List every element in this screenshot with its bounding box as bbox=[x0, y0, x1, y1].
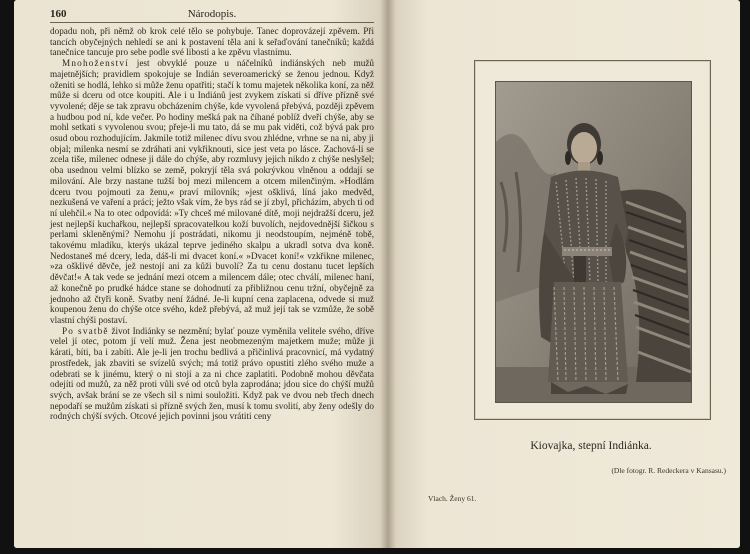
running-title: Národopis. bbox=[187, 8, 237, 20]
photo-credit: (Dle fotogr. R. Redeckera v Kansasu.) bbox=[611, 466, 726, 475]
book-spread bbox=[14, 0, 740, 548]
paragraph-intro: dopadu noh, při němž ob krok celé tělo se pohybuje. Tanec doprovázejí zpěvem. Při tancích obyčejných nehledí se ani k postavení těla ani k seřaďování tanečníků; každá tanečnice tancuje pro sebe podle své libosti a ke zpěvu vlastnímu. bbox=[50, 26, 374, 58]
photo-caption: Kiovajka, stepní Indiánka. bbox=[530, 440, 652, 452]
paragraph-lead: Po svatbě bbox=[62, 325, 109, 336]
paragraph-body: jest obvyklé pouze u náčelníků indiánských neb mužů majetnějších; pravidlem spokojuje se Indián severoamerický se ženou jednou. Když oženiti se hodlá, lehko si může ženu opatřiti; stačí k tomu majetek několika koní, za něž může si dceru od otce koupiti. Ale i u Indiánů jest zvykem získati si dříve přízně své vyvolené; děje se tak zpravu obcházením chýše, kde vyvolená přebývá, později zpěvem a hudbou pod ní, kde večer. Po hodiny mešká pak na číhané poblíž dveří chýše, aby se mohl setkati s vyvolenou svou; přeje-li mu tato, dá se mu pak viděti, což bývá pak pro osud obou rozhodujícím. Jakmile totiž milenec dívu svou zhlédne, vrhne se na ni, aby ji objal; milenka nesmí se zdráhati ani vykřiknouti, sice jest veta po lásce. Zachová-li se zcela tiše, milenec odnese ji dále do chýše, aby rozmluvy jejich nikdo z chýše neslyšel; oba usednou velmi blízko se země, pokryjí těla svá pokrývkou vlněnou a oddají se milování. Ale brzy nastane tužší boj mezi milencem a otcem milenčiným. »Hodlám dceru tvou pojmouti za ženu,« praví milovník; »jest ošklivá, líná jako medvěd, nezkušená ve vaření a práci; ježto však vím, že bys rád se jí zbyl, přicházím, abych ti od ní ulehčil.« Na to otec odpovídá: »Ty chceš mé milované dítě, moji nejdražší dceru, jež jest nejlepší kuchařkou, nejlepší spracovatelkou koží buvolích, nejdovednější šičkou s perlami skleněnými? Nemohu jí postrádati, nikomu ji neodstoupím, nejméně tobě, takovému mladíku, kterýs ukázal teprve jediného skalpu a ukradl sotva dva koně. Nedostaneš mé dcery, leda, dáš-li mi dvacet koní.« »Dvacet koní!« vzkřikne milenec, »za ošklivé děvče, jež nestojí ani za kůži buvolí? Za tu cenu dostanu tucet lepších děvčat!« A tak vede se jednání mezi otcem a milencem dále; otec chválí, milenec haní, až konečně po prudké hádce stane se dohodnutí za přibližnou cenu tržní, obyčejně za jednoho až čtyři koně. Svatby není žádné. Je-li kupní cena zaplacena, odvede si muž koupenou ženu do chýše otce svého, kdež přebývá, až muž její tak se vzmůže, že sobě vlastní chýši postaví. bbox=[50, 58, 374, 325]
portrait-photo bbox=[495, 81, 692, 403]
running-head bbox=[50, 8, 374, 22]
header-rule bbox=[50, 22, 374, 23]
left-page bbox=[14, 0, 386, 548]
book-gutter bbox=[380, 0, 396, 548]
paragraph-after-wedding bbox=[50, 326, 374, 422]
paragraph-polygamy bbox=[50, 58, 374, 326]
portrait-illustration bbox=[496, 82, 691, 402]
signature-mark: Vlach. Ženy 61. bbox=[428, 494, 477, 503]
photo-frame bbox=[474, 60, 711, 420]
paragraph-body: život Indiánky se nezmění; bylať pouze vyměnila velitele svého, dříve velel jí otec, potom jí velí muž. Žena jest neobmezeným majetkem muže; může ji kárati, bíti, ba i zabíti. Ale je-li jen trochu bedlivá a přičinlivá pracovnicí, má vydatný prostředek, jak zbaviti se svízelů svých; má totiž právo opustiti zlého svého muže a odebrati se k jinému, který o ni stojí a za ni chce zaplatiti. Podobně mohou děvčata odejíti od mužů, za něž proti vůli své od otců byla zaprodána; jdou sice do chýší mužů svých, avšak brání se ze všech sil s nimi souložiti. Když pak ve dvou neb třech dnech nepodaří se mužům získati si přízně svých žen, musí k tomu svolití, aby ženy odešly do rodných chýší svých. Otcové jejich povinni jsou vrátiti ceny bbox=[50, 325, 374, 422]
page-number: 160 bbox=[50, 8, 67, 20]
right-page bbox=[386, 0, 740, 548]
paragraph-lead: Mnohoženství bbox=[62, 58, 129, 69]
body-text bbox=[50, 26, 374, 422]
